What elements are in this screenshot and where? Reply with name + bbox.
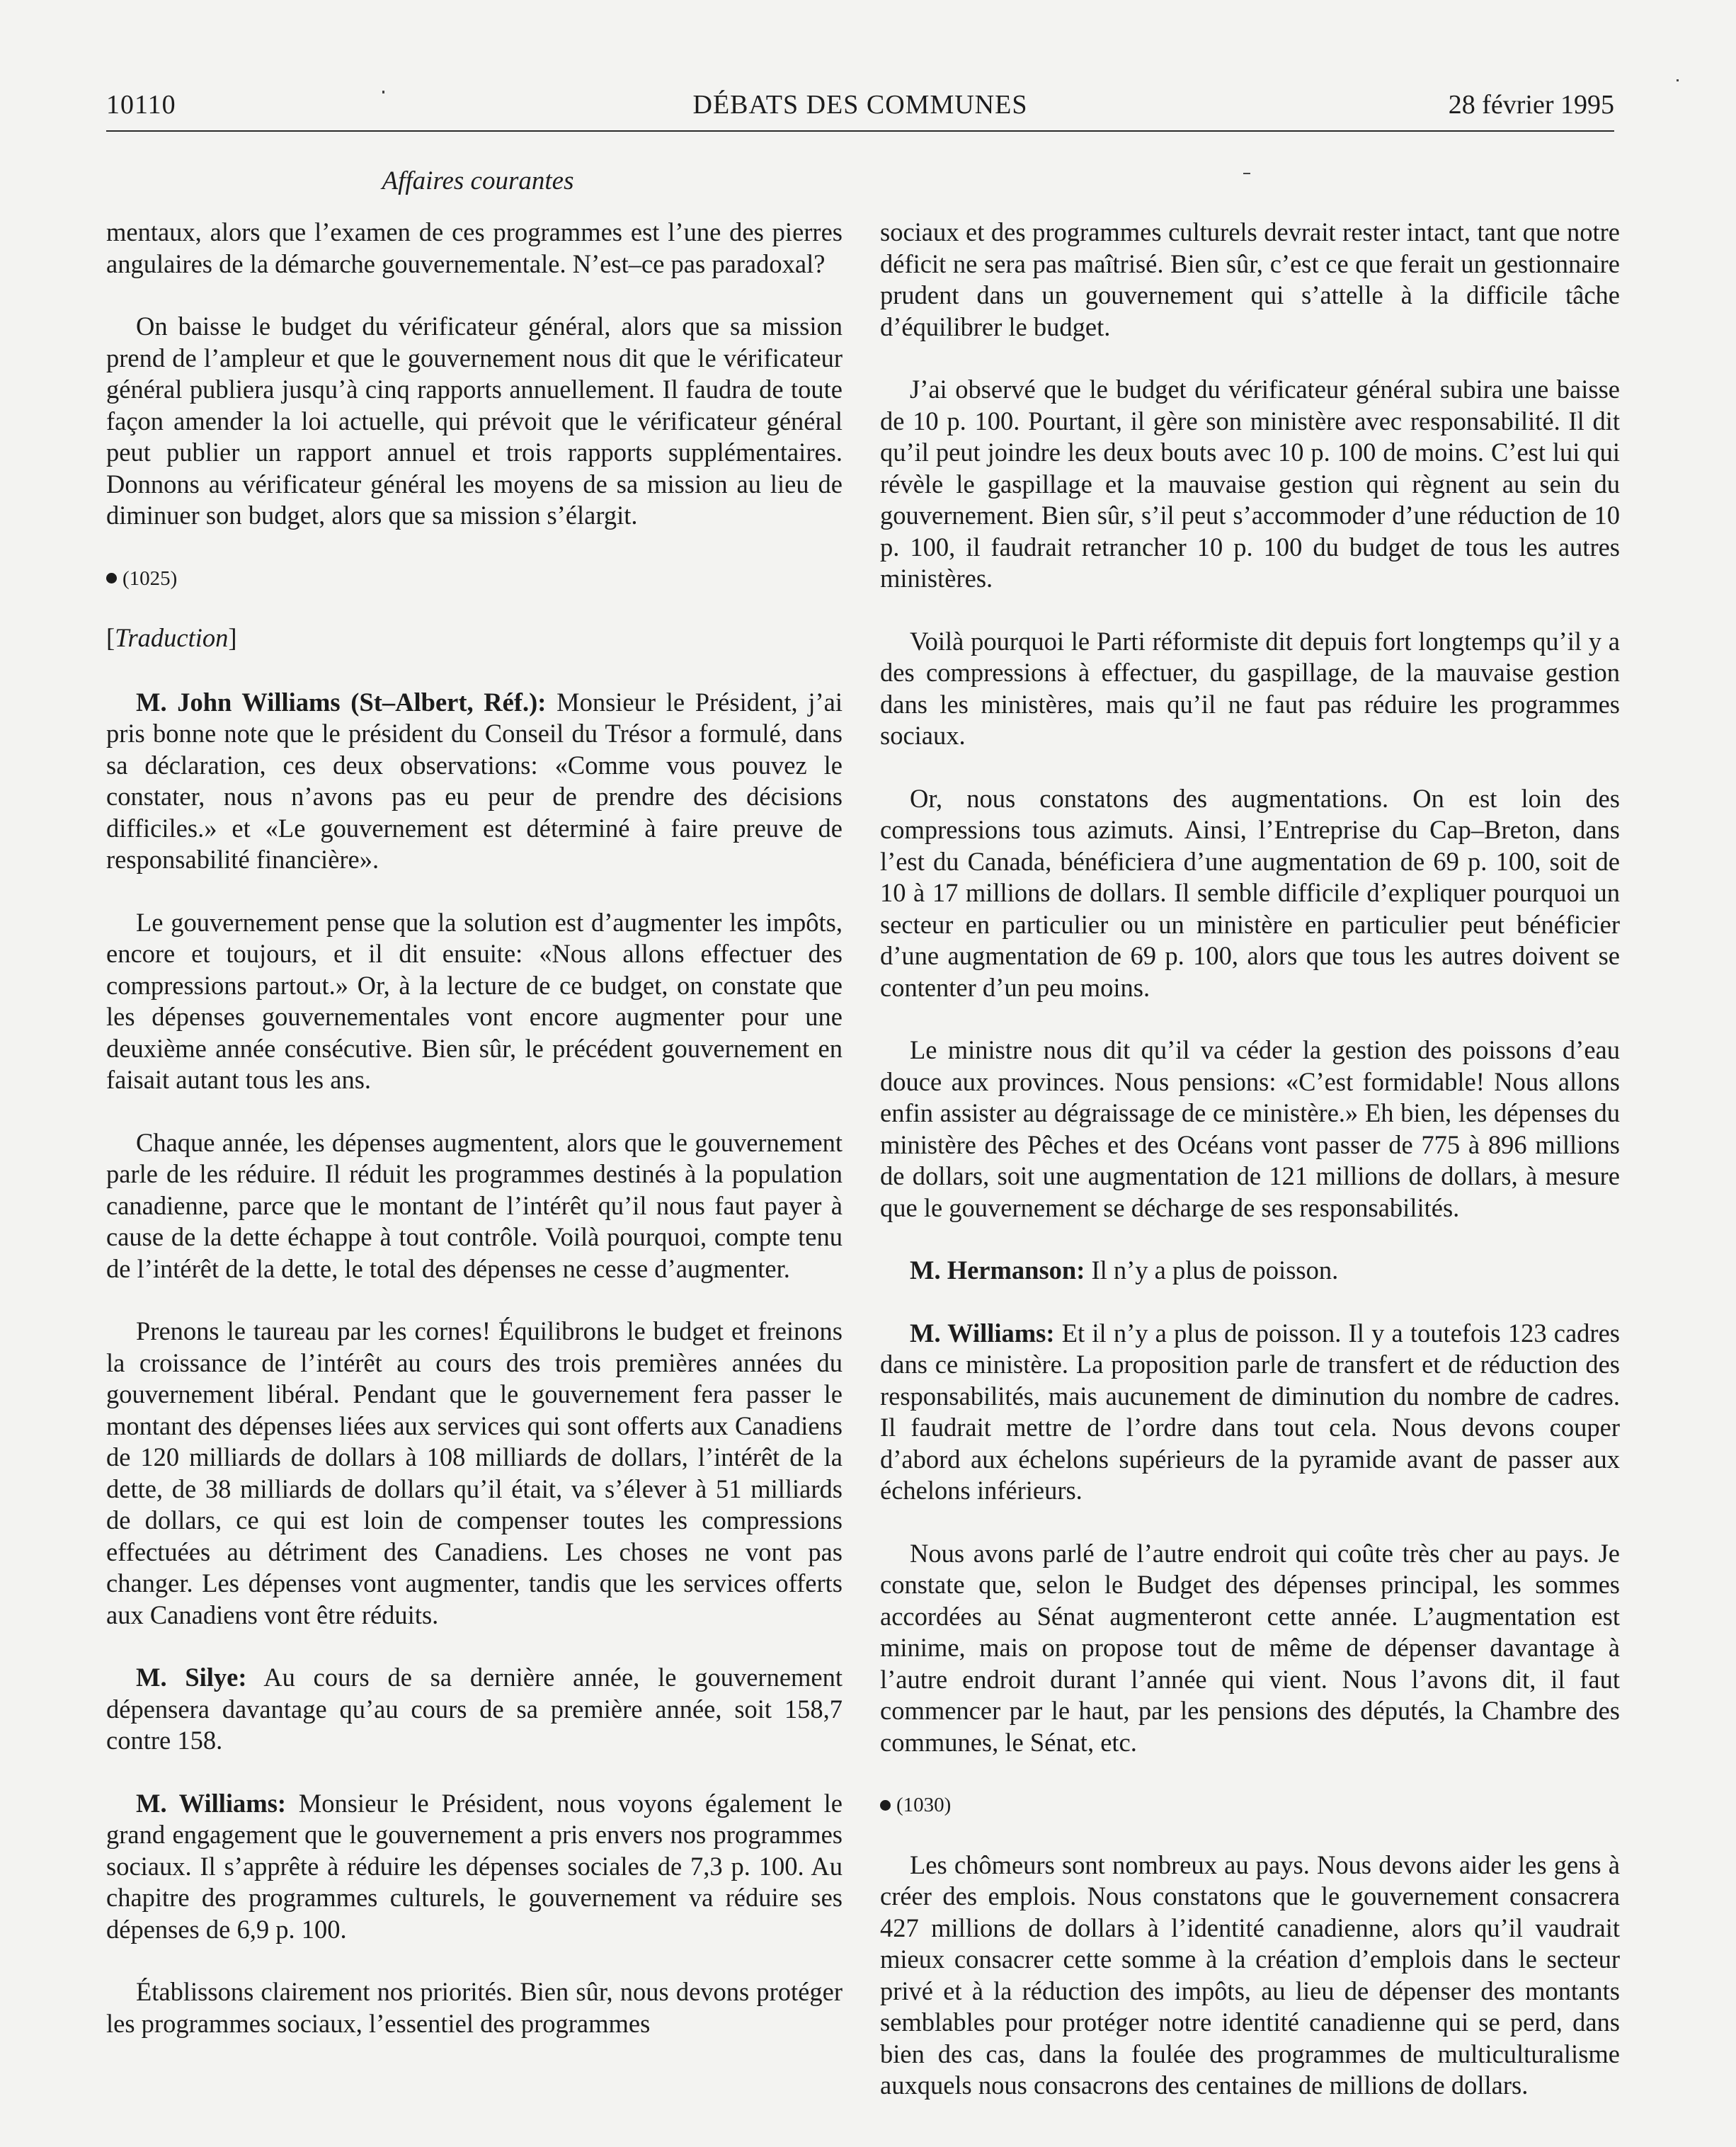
bullet-icon [880, 1800, 891, 1811]
speech-paragraph [880, 1255, 1620, 1287]
time-marker [106, 563, 843, 595]
time-marker [880, 1789, 1620, 1821]
speaker-name: M. Hermanson: [910, 1255, 1085, 1285]
paragraph: mentaux, alors que l’examen de ces programmes est l’une des pierres angulaires de la démarche gouvernementale. N’est–ce pas paradoxal? [106, 217, 843, 278]
paragraph: Les chômeurs sont nombreux au pays. Nous devons aider les gens à créer des emplois. Nous constatons que le gouvernement consacrera 427 millions de dollars à l’identité canadienne, alors qu’il vaudrait mieux consacrer cette somme à la création d’emplois dans le secteur privé et à la réduction des impôts, au lieu de dépenser des montants semblables pour protéger notre identité canadienne qui se perd, dans bien des cas, dans la foulée des programmes de multiculturalisme auxquels nous consacrons des centaines de millions de dollars. [880, 1850, 1620, 2100]
paragraph: Nous avons parlé de l’autre endroit qui coûte très cher au pays. Je constate que, selon le Budget des dépenses principal, les sommes accordées au Sénat augmenteront cette année. L’augmentation est minime, mais on propose tout de même de dépenser davantage à l’autre endroit durant l’année qui vient. Nous l’avons dit, il faut commencer par le haut, par les pensions des députés, la Chambre des communes, le Sénat, etc. [880, 1538, 1620, 1757]
publication-title: DÉBATS DES COMMUNES [692, 90, 1028, 120]
section-label: Affaires courantes [382, 166, 574, 195]
paragraph: Prenons le taureau par les cornes! Équilibrons le budget et freinons la croissance de l’intérêt au cours des trois premières années du gouvernement libéral. Pendant que le gouvernement fera passer le montant des dépenses liées aux services qui sont offerts aux Canadiens de 120 milliards de dollars à 108 milliards de dollars, l’intérêt de la dette, de 38 milliards de dollars qu’il était, va s’élever à 51 milliards de dollars, ce qui est loin de compenser toutes les compressions effectuées au détriment des Canadiens. Les choses ne vont pas changer. Les dépenses vont augmenter, tandis que les services offerts aux Canadiens vont être réduits. [106, 1316, 843, 1629]
paragraph: Chaque année, les dépenses augmentent, alors que le gouvernement parle de les réduire. Il réduit les programmes destinés à la population canadienne, parce que le montant de l’intérêt qu’il nous faut payer à cause de la dette échappe à tout contrôle. Voilà pourquoi, compte tenu de l’intérêt de la dette, le total des dépenses ne cesse d’augmenter. [106, 1127, 843, 1283]
publication-date: 28 février 1995 [1448, 90, 1614, 120]
translation-bracket-open: [ [106, 623, 115, 652]
paragraph: J’ai observé que le budget du vérificateur général subira une baisse de 10 p. 100. Pourtant, il gère son ministère avec responsabilité. Il dit qu’il peut joindre les deux bouts avec 10 p. 100 de moins. C’est lui qui révèle le gaspillage et la mauvaise gestion qui règnent au sein du gouvernement. Bien sûr, s’il peut s’accommoder d’une réduction de 10 p. 100, il faudrait retrancher 10 p. 100 du budget de tous les autres ministères. [880, 375, 1620, 593]
speech-text: Il n’y a plus de poisson. [1085, 1255, 1339, 1285]
paragraph: sociaux et des programmes culturels devrait rester intact, tant que notre déficit ne sera pas maîtrisé. Bien sûr, c’est ce que ferait un gestionnaire prudent dans un gouvernement qui s’attelle à la difficile tâche d’équilibrer le budget. [880, 217, 1620, 341]
speech-text: Et il n’y a plus de poisson. Il y a toutefois 123 cadres dans ce ministère. La proposition parle de transfert et de réduction des responsabilités, mais aucunement de diminution du nombre de cadres. Il faudrait mettre de l’ordre dans tout cela. Nous devons couper d’abord aux échelons supérieurs de la pyramide avant de passer aux échelons inférieurs. [880, 1318, 1620, 1505]
speech-text: Monsieur le Président, j’ai pris bonne note que le président du Conseil du Trésor a formulé, dans sa déclaration, ces deux observations: «Comme vous pouvez le constater, nous n’avons pas eu peur de prendre des décisions difficiles.» et «Le gouvernement est déterminé à faire preuve de responsabilité financière». [106, 687, 843, 874]
speech-paragraph [106, 687, 843, 876]
paragraph: On baisse le budget du vérificateur général, alors que sa mission prend de l’ampleur et que le gouvernement nous dit que le vérificateur général publiera jusqu’à cinq rapports annuellement. Il faudra de toute façon amender la loi actuelle, qui prévoit que le vérificateur général peut publier un rapport annuel et trois rapports supplémentaires. Donnons au vérificateur général les moyens de sa mission au lieu de diminuer son budget, alors que sa mission s’élargit. [106, 312, 843, 530]
speech-text: Monsieur le Président, nous voyons également le grand engagement que le gouvernement a pris envers nos programmes sociaux. Il s’apprête à réduire les dépenses sociales de 7,3 p. 100. Au chapitre des programmes culturels, le gouvernement va réduire ses dépenses de 6,9 p. 100. [106, 1788, 843, 1944]
page-header [106, 84, 1614, 132]
translation-note [106, 622, 843, 654]
speaker-name: M. Williams: [136, 1788, 287, 1818]
paragraph: Or, nous constatons des augmentations. On est loin des compressions tous azimuts. Ainsi, l’Entreprise du Cap–Breton, dans l’est du Canada, bénéficiera d’une augmentation de 69 p. 100, soit de 10 à 17 millions de dollars. Il semble difficile d’expliquer pourquoi un secteur en particulier ou un ministère en particulier peut bénéficier d’une augmentation de 69 p. 100, alors que tous les autres doivent se contenter d’un peu moins. [880, 783, 1620, 1002]
speaker-name: M. Williams: [910, 1318, 1055, 1348]
translation-label: Traduction [115, 623, 229, 652]
time-marker-label: (1030) [896, 1794, 952, 1816]
paragraph: Le ministre nous dit qu’il va céder la gestion des poissons d’eau douce aux provinces. Nous pensions: «C’est formidable! Nous allons enfin assister au dégraissage de ce ministère.» Eh bien, les dépenses du ministère des Pêches et des Océans vont passer de 775 à 896 millions de dollars, soit une augmentation de 121 millions de dollars, à mesure que le gouvernement se décharge de ses responsabilités. [880, 1035, 1620, 1222]
translation-bracket-close: ] [228, 623, 237, 652]
speaker-name: M. Silye: [136, 1663, 247, 1692]
paragraph: Le gouvernement pense que la solution est d’augmenter les impôts, encore et toujours, et il dit ensuite: «Nous allons effectuer des compressions partout.» Or, à la lecture de ce budget, on constate que les dépenses gouvernementales vont encore augmenter pour une deuxième année consécutive. Bien sûr, le précédent gouvernement en faisait autant tous les ans. [106, 907, 843, 1094]
page-number: 10110 [106, 90, 176, 120]
left-column [106, 217, 843, 2071]
paragraph: Voilà pourquoi le Parti réformiste dit depuis fort longtemps qu’il y a des compressions à effectuer, du gaspillage, de la mauvaise gestion dans les ministères, mais qu’il ne faut pas réduire les programmes sociaux. [880, 626, 1620, 750]
scan-speck [1243, 173, 1250, 174]
speech-paragraph [880, 1318, 1620, 1507]
bullet-icon [106, 573, 117, 583]
scan-speck [1677, 79, 1679, 81]
speaker-name: M. John Williams (St–Albert, Réf.): [136, 687, 547, 717]
speech-paragraph [106, 1788, 843, 1946]
right-column [880, 217, 1620, 2133]
speech-paragraph [106, 1662, 843, 1757]
scan-speck [382, 91, 384, 93]
paragraph: Établissons clairement nos priorités. Bien sûr, nous devons protéger les programmes sociaux, l’essentiel des programmes [106, 1977, 843, 2038]
time-marker-label: (1025) [122, 566, 178, 590]
speech-text: Au cours de sa dernière année, le gouvernement dépensera davantage qu’au cours de sa première année, soit 158,7 contre 158. [106, 1663, 843, 1755]
